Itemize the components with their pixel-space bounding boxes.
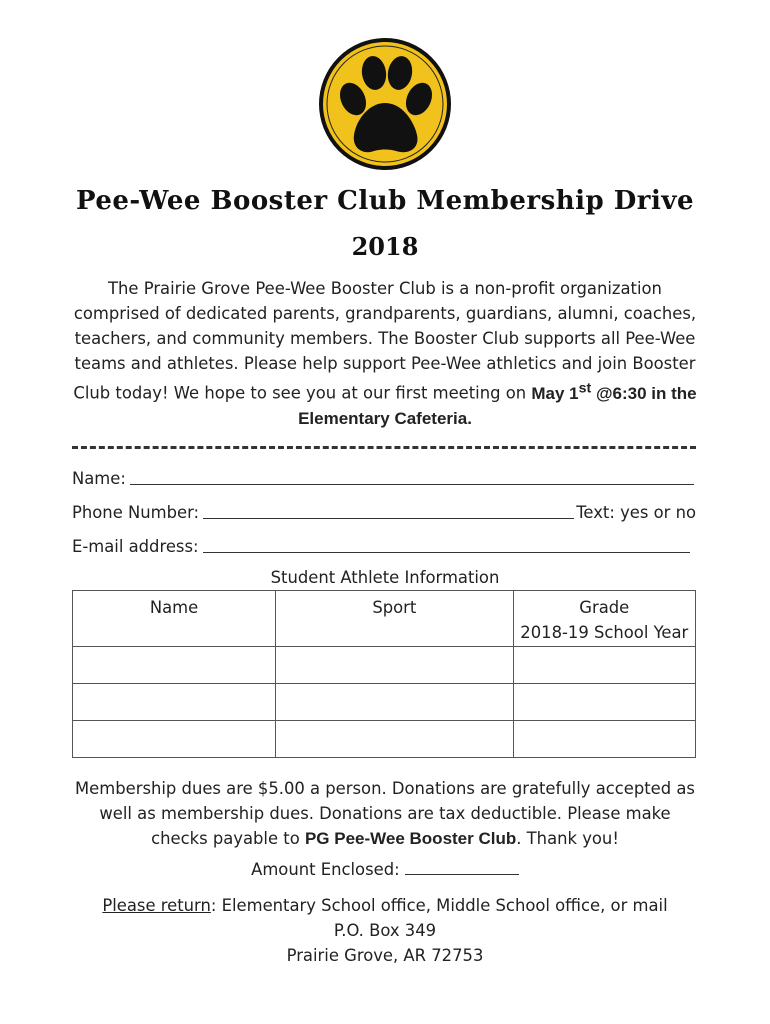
dues-text: Membership dues are $5.00 a person. Donations are gratefully accepted as well as membership dues. Donations are tax deductible. Please make checks payable to	[75, 779, 695, 848]
page-title: Pee-Wee Booster Club Membership Drive	[76, 186, 694, 216]
name-field[interactable]	[72, 468, 696, 488]
email-field[interactable]	[72, 536, 696, 556]
table-cell[interactable]	[513, 684, 695, 721]
table-cell[interactable]	[513, 721, 695, 758]
header-sport: Sport	[276, 591, 514, 647]
header-name: Name	[73, 591, 276, 647]
email-blank[interactable]	[203, 536, 690, 553]
table-cell[interactable]	[276, 647, 514, 684]
city-address: Prairie Grove, AR 72753	[286, 946, 484, 965]
intro-text: The Prairie Grove Pee-Wee Booster Club is a non-profit organization comprised of dedicated parents, grandparents, guardians, alumni, coaches, teachers, and community members. The Booster Club supports all Pee-Wee teams and athletes. Please help support Pee-Wee athletics and join Booster Club today! We hope to see you at our first meeting on	[73, 279, 697, 403]
payee-name: PG Pee-Wee Booster Club	[304, 829, 517, 848]
table-row	[73, 721, 696, 758]
text-option[interactable]: Text: yes or no	[576, 503, 696, 522]
table-cell[interactable]	[276, 684, 514, 721]
return-locations: : Elementary School office, Middle School office, or mail	[210, 896, 668, 915]
table-header-row	[73, 591, 696, 647]
student-athlete-table	[72, 590, 696, 758]
email-label: E-mail address:	[72, 537, 199, 556]
table-cell[interactable]	[73, 721, 276, 758]
dues-thanks: . Thank you!	[516, 829, 619, 848]
table-cell[interactable]	[276, 721, 514, 758]
phone-blank[interactable]	[203, 502, 574, 519]
divider	[72, 446, 696, 449]
po-box: P.O. Box 349	[333, 921, 437, 940]
phone-label: Phone Number:	[72, 503, 200, 522]
phone-field[interactable]	[72, 502, 696, 522]
return-label: Please return	[102, 896, 211, 915]
header-grade: Grade 2018-19 School Year	[513, 591, 695, 647]
return-info	[0, 893, 770, 968]
intro-paragraph	[70, 276, 700, 431]
amount-field[interactable]	[0, 860, 770, 879]
name-blank[interactable]	[130, 468, 694, 485]
amount-label: Amount Enclosed:	[251, 860, 400, 879]
dues-paragraph	[70, 776, 700, 851]
student-table-title: Student Athlete Information	[270, 568, 500, 587]
table-cell[interactable]	[73, 647, 276, 684]
table-cell[interactable]	[73, 684, 276, 721]
paw-print-icon	[318, 37, 452, 171]
name-label: Name:	[72, 469, 126, 488]
table-row	[73, 647, 696, 684]
meeting-date: May 1st @6:30 in the Elementary Cafeteria.	[298, 380, 697, 428]
table-row	[73, 684, 696, 721]
page-year: 2018	[351, 232, 419, 261]
table-cell[interactable]	[513, 647, 695, 684]
amount-blank[interactable]	[405, 860, 519, 875]
